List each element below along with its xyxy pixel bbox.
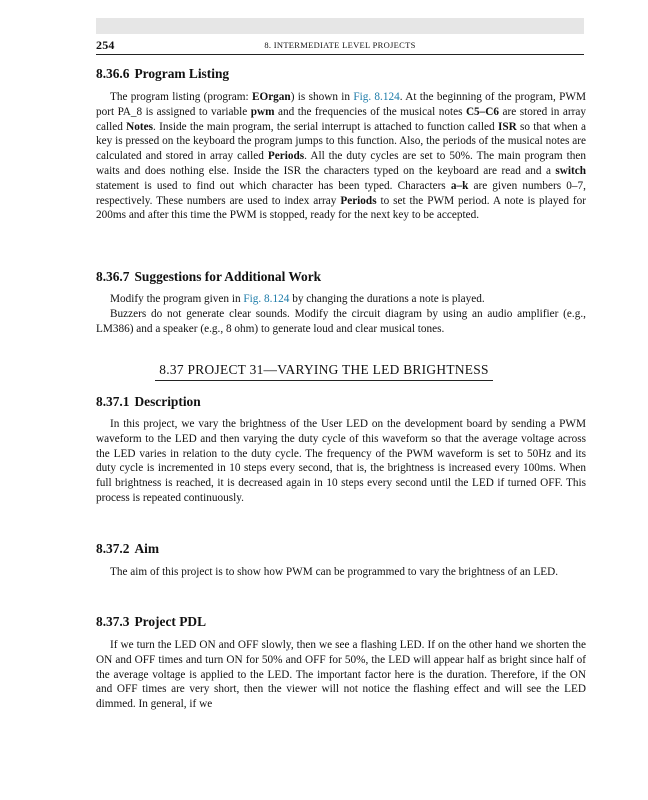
section-title: Description (134, 394, 201, 409)
section-title: Project PDL (134, 614, 206, 629)
section-heading-project-pdl (96, 614, 206, 630)
figure-link[interactable]: Fig. 8.124 (243, 293, 290, 305)
header-rule (96, 54, 584, 55)
section-number: 8.37.2 (96, 541, 130, 556)
section-title: Aim (134, 541, 160, 556)
paragraph-program-listing: The program listing (program: EOrgan) is shown in Fig. 8.124. At the beginning of the program, PWM port PA_8 is assigned to variable pwm and the frequencies of the musical notes C5–C6 are stored in array called Notes. Inside the main program, the serial interrupt is attached to function called ISR so that when a key is pressed on the keyboard the program jumps to this function. Also, the periods of the musical notes are calculated and stored in array called Periods. All the duty cycles are set to 50%. The main program then waits and does nothing else. Inside the ISR the characters typed on the keyboard are read and a switch statement is used to find out which character has been typed. Characters a–k are given numbers 0–7, respectively. These numbers are used to index array Periods to set the PWM period. A note is played for 200ms and after this time the PWM is stopped, ready for the next key to be accepted. (96, 91, 587, 222)
section-number: 8.37.3 (96, 614, 130, 629)
section-title: Program Listing (134, 66, 230, 81)
section-number: 8.36.7 (96, 269, 130, 284)
project-heading (0, 362, 648, 381)
section-heading-description (96, 394, 201, 410)
section-number: 8.36.6 (96, 66, 130, 81)
section-heading-aim (96, 541, 159, 557)
running-head: 8. INTERMEDIATE LEVEL PROJECTS (264, 40, 416, 50)
section-title: Suggestions for Additional Work (134, 269, 322, 284)
project-number: 8.37 (159, 362, 184, 377)
top-gray-bar (96, 18, 584, 34)
paragraph-aim: The aim of this project is to show how PWM can be programmed to vary the brightness of an LED. (110, 566, 559, 578)
page-number: 254 (96, 38, 115, 52)
section-heading-suggestions (96, 269, 321, 285)
project-title: PROJECT 31—VARYING THE LED BRIGHTNESS (187, 362, 489, 377)
paragraph-description: In this project, we vary the brightness of the User LED on the development board by sending a PWM waveform to the LED and then varying the duty cycle of this waveform so that the average voltage across the LED varies in relation to the duty cycle. The frequency of the PWM waveform is set to 50Hz and its duty cycle is incremented in 10 steps every second, that is, the brightness is increased every 100ms. When full brightness is reached, it is decreased again in 10 steps every second until the LED if turned OFF. This process is repeated continuously. (96, 418, 586, 504)
section-heading-program-listing (96, 66, 229, 82)
paragraph-project-pdl: If we turn the LED ON and OFF slowly, then we see a flashing LED. If on the other hand we shorten the ON and OFF times and turn ON for 50% and OFF for 50%, the LED will appear half as bright since half of the average voltage is applied to the LED. The important factor here is the duration. Therefore, if the ON and OFF times are very short, then the viewer will not notice the flashing effect and will see the LED dimmed. In general, if we (96, 639, 586, 711)
figure-link[interactable]: Fig. 8.124 (353, 91, 400, 103)
page-header (96, 38, 584, 54)
paragraph-suggestions-1: Modify the program given in Fig. 8.124 by changing the durations a note is played. (110, 293, 485, 305)
section-number: 8.37.1 (96, 394, 130, 409)
paragraph-suggestions-2: Buzzers do not generate clear sounds. Modify the circuit diagram by using an audio amplifier (e.g., LM386) and a speaker (e.g., 8 ohm) to generate loud and clear musical tones. (96, 308, 586, 335)
